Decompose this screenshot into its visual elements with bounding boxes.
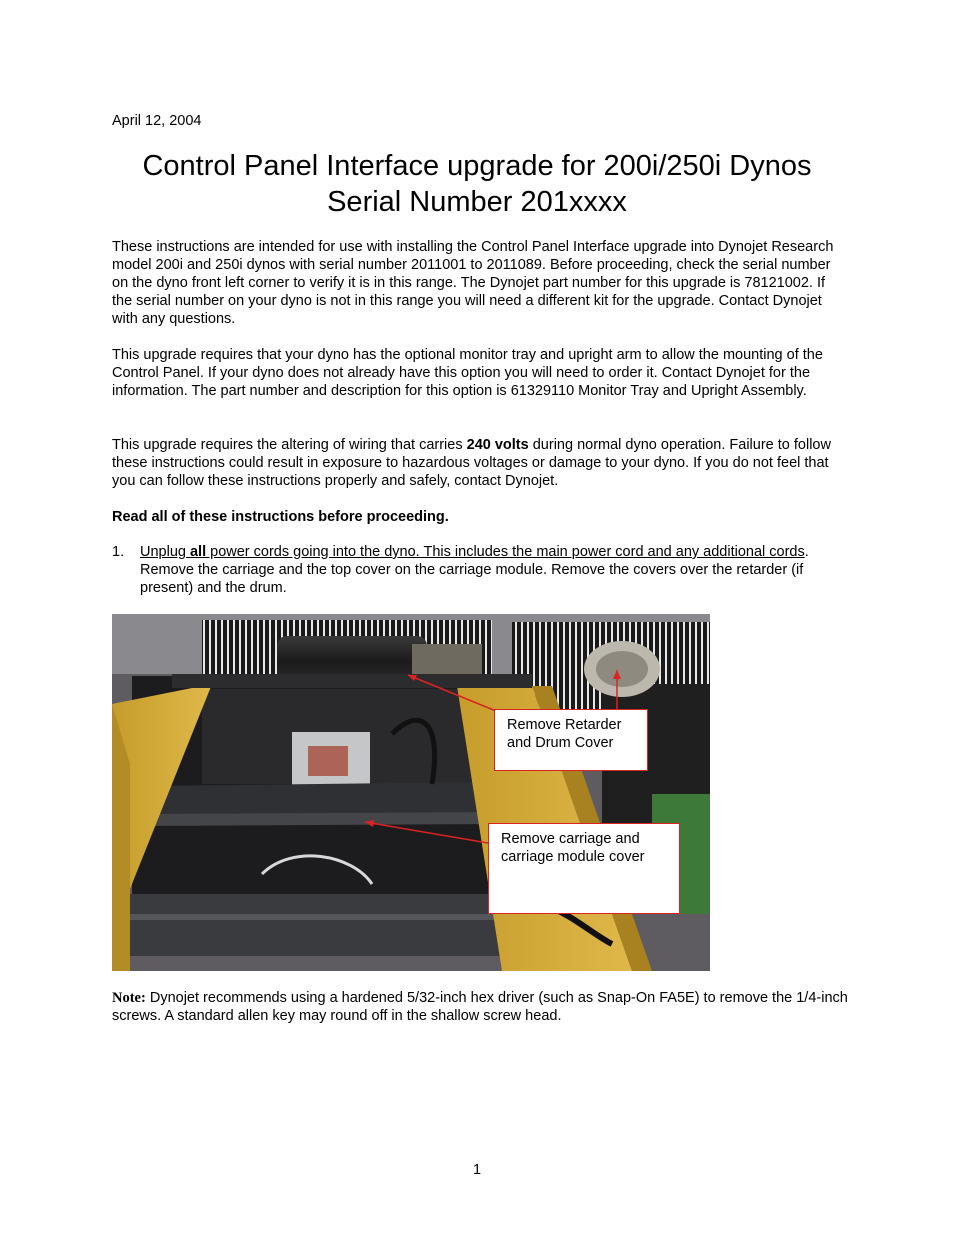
document-date: April 12, 2004 [112,113,202,129]
step-text: Unplug all power cords going into the dyno. This includes the main power cord and any additional cords. Remove the carriage and the top cover on the carriage module. Remove the covers over the retarder (if present) and the drum. [140,544,809,596]
document-title [90,148,864,220]
callout-retarder: Remove Retarder and Drum Cover [494,709,648,771]
step-number: 1. [112,544,125,560]
title-line-1: Control Panel Interface upgrade for 200i/250i Dynos [142,150,812,182]
callout-carriage: Remove carriage and carriage module cover [488,823,680,914]
note-label: Note: [112,990,146,1006]
requirement-paragraph: This upgrade requires that your dyno has the optional monitor tray and upright arm to allow the mounting of the Control Panel. If your dyno does not already have this option you will need to order it. Contact Dynojet for the information. The part number and description for this option is 61329110 Monitor Tray and Upright Assembly. [112,347,823,399]
intro-paragraph: These instructions are intended for use with installing the Control Panel Interface upgrade into Dynojet Research model 200i and 250i dynos with serial number 2011001 to 2011089. Before proceeding, check the serial number on the dyno front left corner to verify it is in this range. The Dynojet part number for this upgrade is 78121002. If the serial number on your dyno is not in this range you will need a different kit for the upgrade. Contact Dynojet with any questions. [112,239,834,327]
warning-paragraph: This upgrade requires the altering of wiring that carries 240 volts during normal dyno operation. Failure to follow these instructions could result in exposure to hazardous voltages or damage to your dyno. If you do not feel that you can follow these instructions properly and safely, contact Dynojet. [112,437,831,489]
read-instructions-heading: Read all of these instructions before proceeding. [112,509,449,525]
voltage-emphasis: 240 volts [466,437,529,453]
page-number: 1 [472,1162,482,1178]
dyno-photo [112,614,710,971]
title-line-2: Serial Number 201xxxx [327,186,627,218]
note-paragraph: Note: Dynojet recommends using a hardened 5/32-inch hex driver (such as Snap-On FA5E) to remove the 1/4-inch screws. A standard allen key may round off in the shallow screw head. [112,990,848,1024]
